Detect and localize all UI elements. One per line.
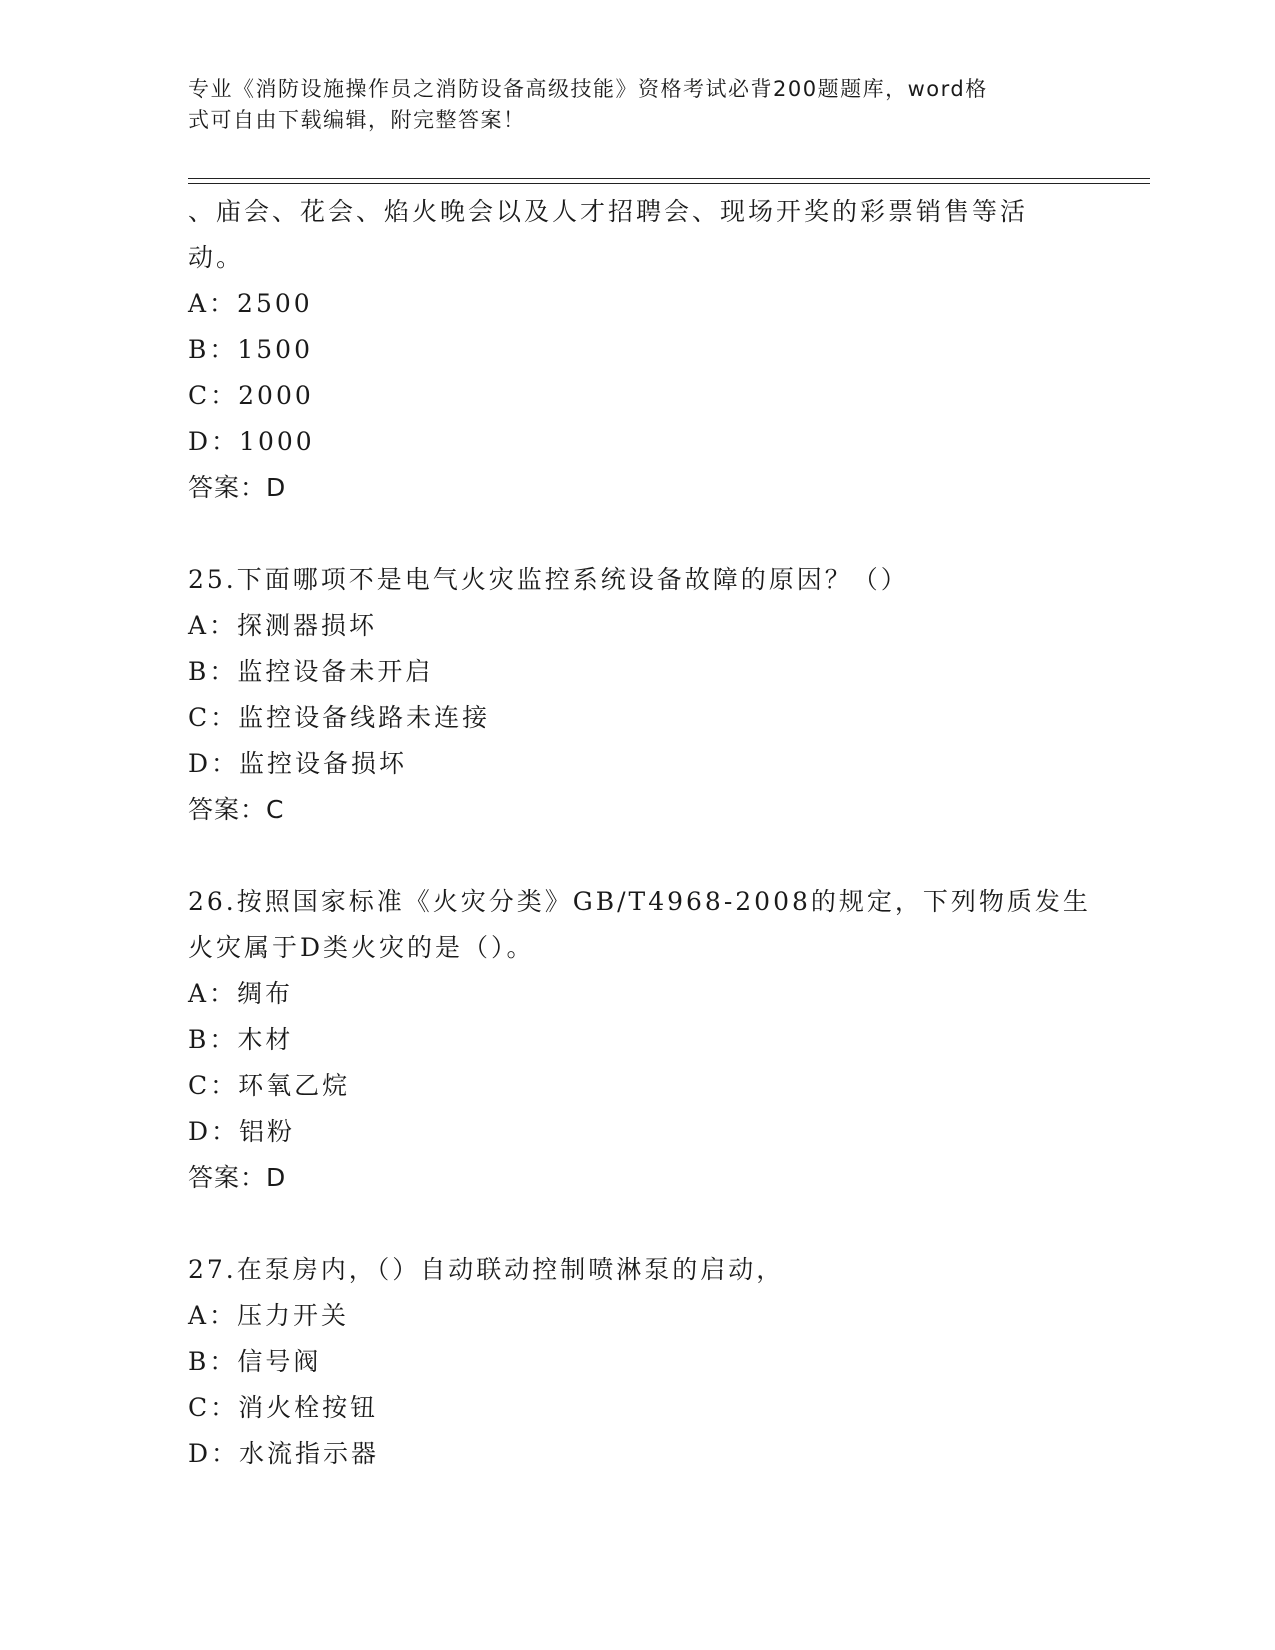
option-b: B：1500 — [188, 335, 313, 364]
option-d: D：1000 — [188, 427, 315, 456]
option-d: D：铝粉 — [188, 1117, 296, 1146]
header-line-1: 专业《消防设施操作员之消防设备高级技能》资格考试必背200题题库，word格 — [188, 77, 988, 101]
header-divider-bottom — [188, 183, 1150, 184]
question-text-line: 26.按照国家标准《火灾分类》GB/T4968-2008的规定，下列物质发生 — [188, 887, 1091, 916]
document-body — [188, 189, 1091, 1477]
question-text-line: 火灾属于D类火灾的是（）。 — [188, 933, 535, 962]
option-a: A：压力开关 — [188, 1301, 350, 1330]
answer-line: 答案：D — [188, 1163, 287, 1192]
spacer — [188, 1201, 1088, 1247]
option-b: B：木材 — [188, 1025, 294, 1054]
option-a: A：绸布 — [188, 979, 294, 1008]
question-text-line: 27.在泵房内，（）自动联动控制喷淋泵的启动， — [188, 1255, 785, 1284]
question-27 — [188, 1247, 1088, 1477]
option-a: A：2500 — [188, 289, 313, 318]
option-c: C：监控设备线路未连接 — [188, 703, 491, 732]
option-b: B：监控设备未开启 — [188, 657, 434, 686]
document-header — [188, 74, 1068, 136]
question-26 — [188, 879, 1091, 1201]
option-b: B：信号阀 — [188, 1347, 322, 1376]
option-c: C：环氧乙烷 — [188, 1071, 351, 1100]
header-divider-top — [188, 178, 1150, 179]
answer-line: 答案：C — [188, 795, 285, 824]
option-d: D：监控设备损坏 — [188, 749, 408, 778]
spacer — [188, 511, 1088, 557]
question-25 — [188, 557, 1088, 833]
question-continuation — [188, 189, 1088, 511]
spacer — [188, 833, 1088, 879]
answer-line: 答案：D — [188, 473, 287, 502]
option-c: C：消火栓按钮 — [188, 1393, 379, 1422]
option-c: C：2000 — [188, 381, 314, 410]
header-line-2: 式可自由下载编辑，附完整答案！ — [188, 108, 526, 132]
option-a: A：探测器损坏 — [188, 611, 378, 640]
option-d: D：水流指示器 — [188, 1439, 380, 1468]
question-text-line: 25.下面哪项不是电气火灾监控系统设备故障的原因？（） — [188, 565, 909, 594]
question-text-line: 、庙会、花会、焰火晚会以及人才招聘会、现场开奖的彩票销售等活 — [188, 197, 1029, 226]
question-text-line: 动。 — [188, 243, 245, 272]
